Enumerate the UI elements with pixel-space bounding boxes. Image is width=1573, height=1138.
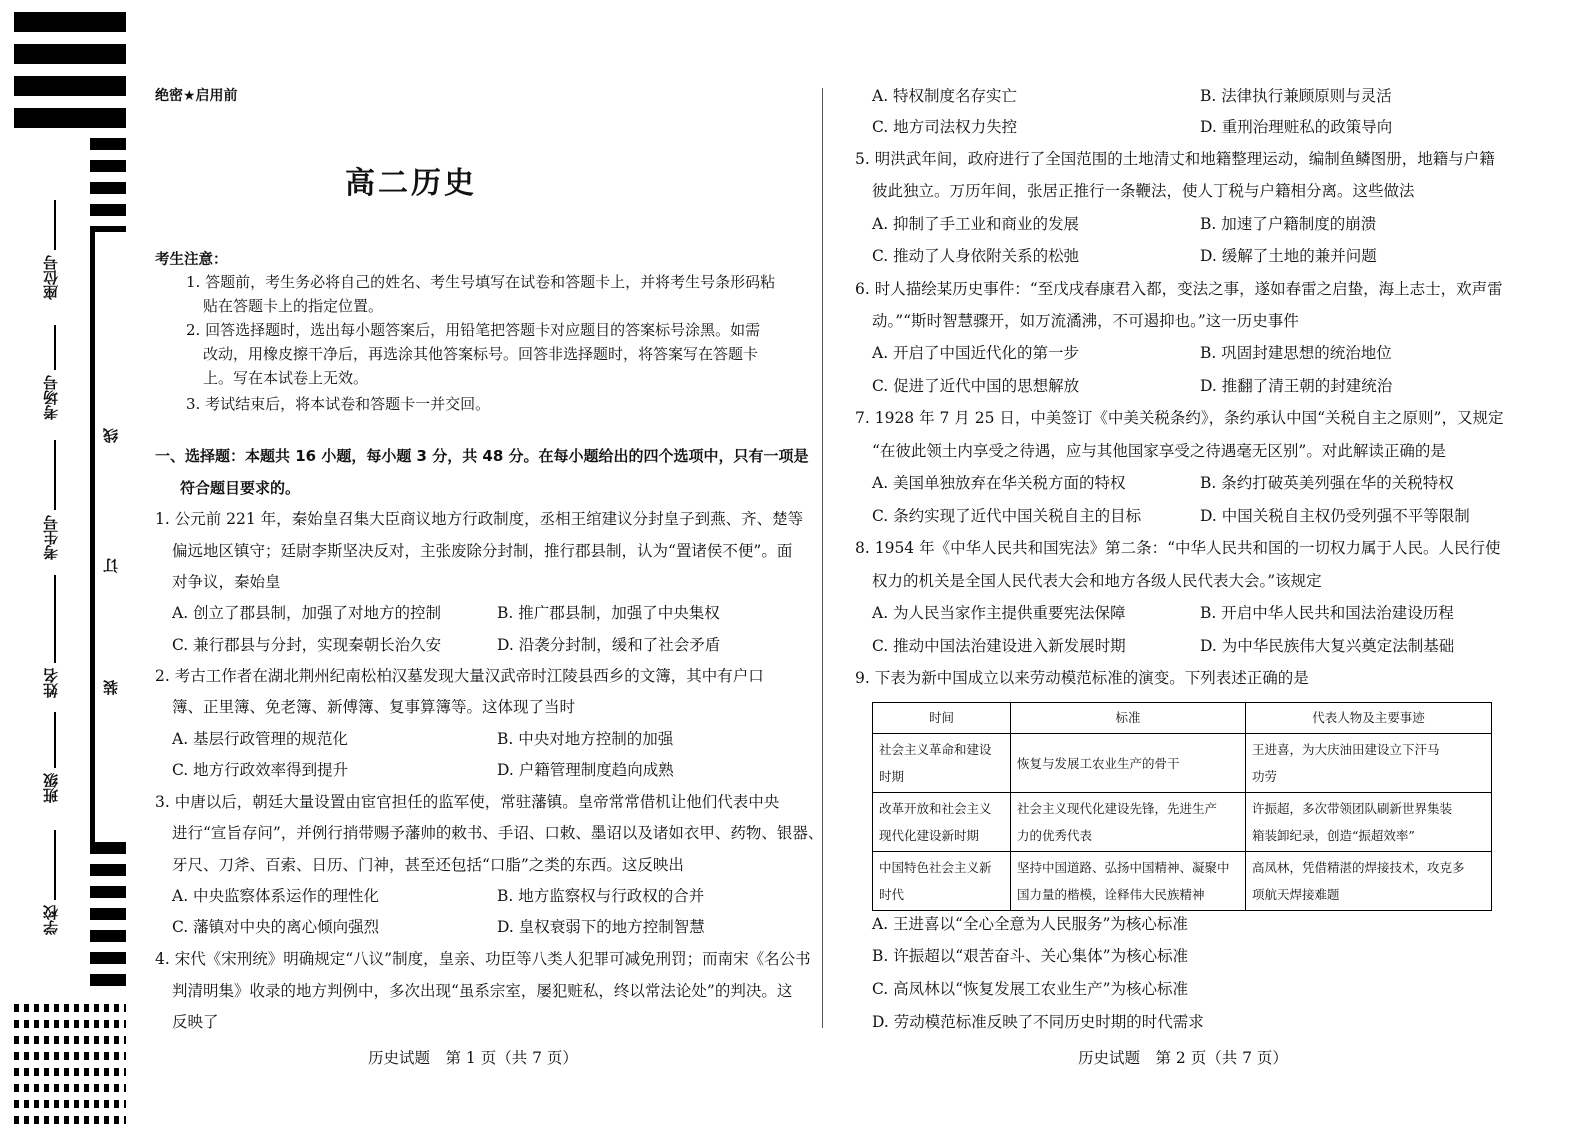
table-cell-period: 社会主义革命和建设 时期 (873, 734, 1011, 793)
barcode-bar (14, 76, 126, 96)
q2-option-a: A. 基层行政管理的规范化 (172, 730, 349, 748)
q3-option-c: C. 藩镇对中央的离心倾向强烈 (172, 918, 380, 936)
q5-option-c: C. 推动了人身依附关系的松弛 (872, 247, 1080, 265)
section-heading-cont: 符合题目要求的。 (180, 479, 301, 497)
cut-mark-staple: 装 (102, 680, 120, 695)
q3-stem: 进行“宣旨存问”，并例行捎带赐予藩帅的敕书、手诏、口敕、墨诏以及诸如衣甲、药物、银器、 (172, 824, 824, 842)
exam-room-label: 考场号 (42, 375, 60, 420)
q6-option-b: B. 巩固封建思想的统治地位 (1200, 344, 1392, 362)
page-title: 高二历史 (345, 166, 477, 201)
q6-option-a: A. 开启了中国近代化的第一步 (872, 344, 1080, 362)
q9-option-b: B. 许振超以“艰苦奋斗、关心集体”为核心标准 (872, 947, 1189, 965)
table-cell-standard: 坚持中国道路、弘扬中国精神、凝聚中 国力量的楷模，诠释伟大民族精神 (1011, 852, 1246, 911)
column-divider (822, 88, 823, 1028)
q6-stem: 6. 时人描绘某历史事件：“至戊戌春康君入都，变法之事，遂如春雷之启蛰，海上志士，欢声雷 (855, 280, 1503, 298)
school-label: 学校 (42, 905, 60, 935)
barcode-bar (14, 108, 126, 128)
footer-right: 历史试题 第 2 页（共 7 页） (1078, 1049, 1288, 1067)
cut-mark-bind: 订 (102, 558, 120, 573)
name-line (54, 575, 56, 663)
q8-stem: 8. 1954 年《中华人民共和国宪法》第二条：“中华人民共和国的一切权力属于人民。人民行使 (855, 539, 1501, 557)
q8-option-c: C. 推动中国法治建设进入新发展时期 (872, 637, 1126, 655)
q7-option-d: D. 中国关税自主权仍受列强不平等限制 (1200, 507, 1470, 525)
notice-item: 上。写在本试卷上无效。 (203, 369, 369, 387)
q1-stem: 1. 公元前 221 年，秦始皇召集大臣商议地方行政制度，丞相王绾建议分封皇子到燕、齐、楚等 (155, 510, 804, 528)
class-label: 班级 (42, 773, 60, 803)
q4-option-b: B. 法律执行兼顾原则与灵活 (1200, 87, 1392, 105)
candidate-number-label: 考生号 (42, 515, 60, 560)
table-row (873, 734, 1492, 793)
barcode-bottom-mask (14, 996, 126, 1126)
q5-stem: 彼此独立。万历年间，张居正推行一条鞭法，使人丁税与户籍相分离。这些做法 (872, 182, 1415, 200)
cut-mark-line: 线 (102, 428, 120, 443)
q7-option-b: B. 条约打破英美列强在华的关税特权 (1200, 474, 1454, 492)
notice-item: 改动，用橡皮擦干净后，再选涂其他答案标号。回答非选择题时，将答案写在答题卡 (203, 345, 759, 363)
table-header: 代表人物及主要事迹 (1246, 703, 1492, 734)
table-row (873, 793, 1492, 852)
q8-option-a: A. 为人民当家作主提供重要宪法保障 (872, 604, 1126, 622)
table-cell-person: 王进喜，为大庆油田建设立下汗马 功劳 (1246, 734, 1492, 793)
table-header-row (873, 703, 1492, 734)
binding-stripe-gap (90, 232, 126, 842)
table-row (873, 852, 1492, 911)
q4-option-c: C. 地方司法权力失控 (872, 118, 1018, 136)
q6-stem: 动。”“斯时智慧骤开，如万流潏沸，不可遏抑也。”这一历史事件 (872, 312, 1299, 330)
q6-option-c: C. 促进了近代中国的思想解放 (872, 377, 1080, 395)
table-cell-period: 改革开放和社会主义 现代化建设新时期 (873, 793, 1011, 852)
table-cell-person: 高凤林，凭借精湛的焊接技术，攻克多 项航天焊接难题 (1246, 852, 1492, 911)
q2-stem: 簿、正里簿、免老簿、新傅簿、复事算簿等。这体现了当时 (172, 698, 576, 716)
q5-stem: 5. 明洪武年间，政府进行了全国范围的土地清丈和地籍整理运动，编制鱼鳞图册，地籍与户籍 (855, 150, 1495, 168)
q1-option-c: C. 兼行郡县与分封，实现秦朝长治久安 (172, 636, 442, 654)
table-cell-person: 许振超，多次带领团队刷新世界集装 箱装卸纪录，创造“振超效率” (1246, 793, 1492, 852)
q2-option-b: B. 中央对地方控制的加强 (497, 730, 674, 748)
q8-stem: 权力的机关是全国人民代表大会和地方各级人民代表大会。”该规定 (872, 572, 1322, 590)
table-cell-period: 中国特色社会主义新 时代 (873, 852, 1011, 911)
q3-stem: 3. 中唐以后，朝廷大量设置由宦官担任的监军使，常驻藩镇。皇帝常常借机让他们代表中央 (155, 793, 780, 811)
q4-stem: 4. 宋代《宋刑统》明确规定“八议”制度，皇亲、功臣等八类人犯罪可减免刑罚；而南宋《名公书 (155, 950, 811, 968)
exam-room-line (54, 325, 56, 370)
barcode-bar (14, 44, 126, 64)
q1-stem: 偏远地区镇守；廷尉李斯坚决反对，主张废除分封制，推行郡县制，认为“置诸侯不便”。面 (172, 542, 793, 560)
q7-stem: “在彼此领土内享受之待遇，应与其他国家享受之待遇毫无区别”。对此解读正确的是 (872, 442, 1446, 460)
secret-mark: 绝密★启用前 (155, 88, 238, 104)
q9-stem: 9. 下表为新中国成立以来劳动模范标准的演变。下列表述正确的是 (855, 669, 1309, 687)
notice-item: 3. 考试结束后，将本试卷和答题卡一并交回。 (186, 395, 491, 413)
q7-option-c: C. 条约实现了近代中国关税自主的目标 (872, 507, 1142, 525)
table-header: 时间 (873, 703, 1011, 734)
table-cell-standard: 社会主义现代化建设先锋，先进生产 力的优秀代表 (1011, 793, 1246, 852)
name-label: 姓名 (42, 668, 60, 698)
q4-stem: 反映了 (172, 1013, 219, 1031)
notice-item: 2. 回答选择题时，选出每小题答案后，用铅笔把答题卡对应题目的答案标号涂黑。如需 (186, 321, 761, 339)
table-header: 标准 (1011, 703, 1246, 734)
table-cell-standard: 恢复与发展工农业生产的骨干 (1011, 734, 1246, 793)
q7-stem: 7. 1928 年 7 月 25 日，中美签订《中美关税条约》，条约承认中国“关税自主之原则”，又规定 (855, 409, 1504, 427)
labor-model-table (872, 702, 1492, 911)
q4-option-a: A. 特权制度名存实亡 (872, 87, 1018, 105)
q8-option-d: D. 为中华民族伟大复兴奠定法制基础 (1200, 637, 1455, 655)
school-line (54, 830, 56, 900)
notice-item: 1. 答题前，考生务必将自己的姓名、考生号填写在试卷和答题卡上，并将考生号条形码粘 (186, 273, 776, 291)
q2-option-d: D. 户籍管理制度趋向成熟 (497, 761, 674, 779)
footer-left: 历史试题 第 1 页（共 7 页） (368, 1049, 578, 1067)
q9-option-d: D. 劳动模范标准反映了不同历史时期的时代需求 (872, 1013, 1204, 1031)
seat-number-label: 座位号 (42, 255, 60, 300)
seat-number-line (54, 200, 56, 250)
q8-option-b: B. 开启中华人民共和国法治建设历程 (1200, 604, 1454, 622)
q2-option-c: C. 地方行政效率得到提升 (172, 761, 349, 779)
q5-option-b: B. 加速了户籍制度的崩溃 (1200, 215, 1377, 233)
class-line (54, 712, 56, 768)
q7-option-a: A. 美国单独放弃在华关税方面的特权 (872, 474, 1126, 492)
q9-option-a: A. 王进喜以“全心全意为人民服务”为核心标准 (872, 915, 1188, 933)
q5-option-a: A. 抑制了手工业和商业的发展 (872, 215, 1080, 233)
q3-option-d: D. 皇权衰弱下的地方控制智慧 (497, 918, 705, 936)
q3-stem: 牙尺、刀斧、百索、日历、门神，甚至还包括“口脂”之类的东西。这反映出 (172, 856, 684, 874)
q1-option-d: D. 沿袭分封制，缓和了社会矛盾 (497, 636, 721, 654)
q3-option-a: A. 中央监察体系运作的理性化 (172, 887, 380, 905)
q1-stem: 对争议，秦始皇 (172, 573, 281, 591)
q2-stem: 2. 考古工作者在湖北荆州纪南松柏汉墓发现大量汉武帝时江陵县西乡的文簿，其中有户口 (155, 667, 764, 685)
q4-stem: 判清明集》收录的地方判例中，多次出现“虽系宗室，屡犯赃私，终以常法论处”的判决。这 (172, 982, 793, 1000)
q9-option-c: C. 高凤林以“恢复发展工农业生产”为核心标准 (872, 980, 1189, 998)
q5-option-d: D. 缓解了土地的兼并问题 (1200, 247, 1377, 265)
section-heading: 一、选择题：本题共 16 小题，每小题 3 分，共 48 分。在每小题给出的四个选项中，只有一项是 (155, 447, 809, 465)
barcode-bar (14, 12, 126, 32)
notice-item: 贴在答题卡上的指定位置。 (203, 297, 384, 315)
candidate-number-line (54, 440, 56, 510)
q1-option-a: A. 创立了郡县制，加强了对地方的控制 (172, 604, 442, 622)
q4-option-d: D. 重刑治理赃私的政策导向 (1200, 118, 1393, 136)
q1-option-b: B. 推广郡县制，加强了中央集权 (497, 604, 720, 622)
q6-option-d: D. 推翻了清王朝的封建统治 (1200, 377, 1393, 395)
notice-heading: 考生注意： (155, 252, 228, 268)
q3-option-b: B. 地方监察权与行政权的合并 (497, 887, 705, 905)
